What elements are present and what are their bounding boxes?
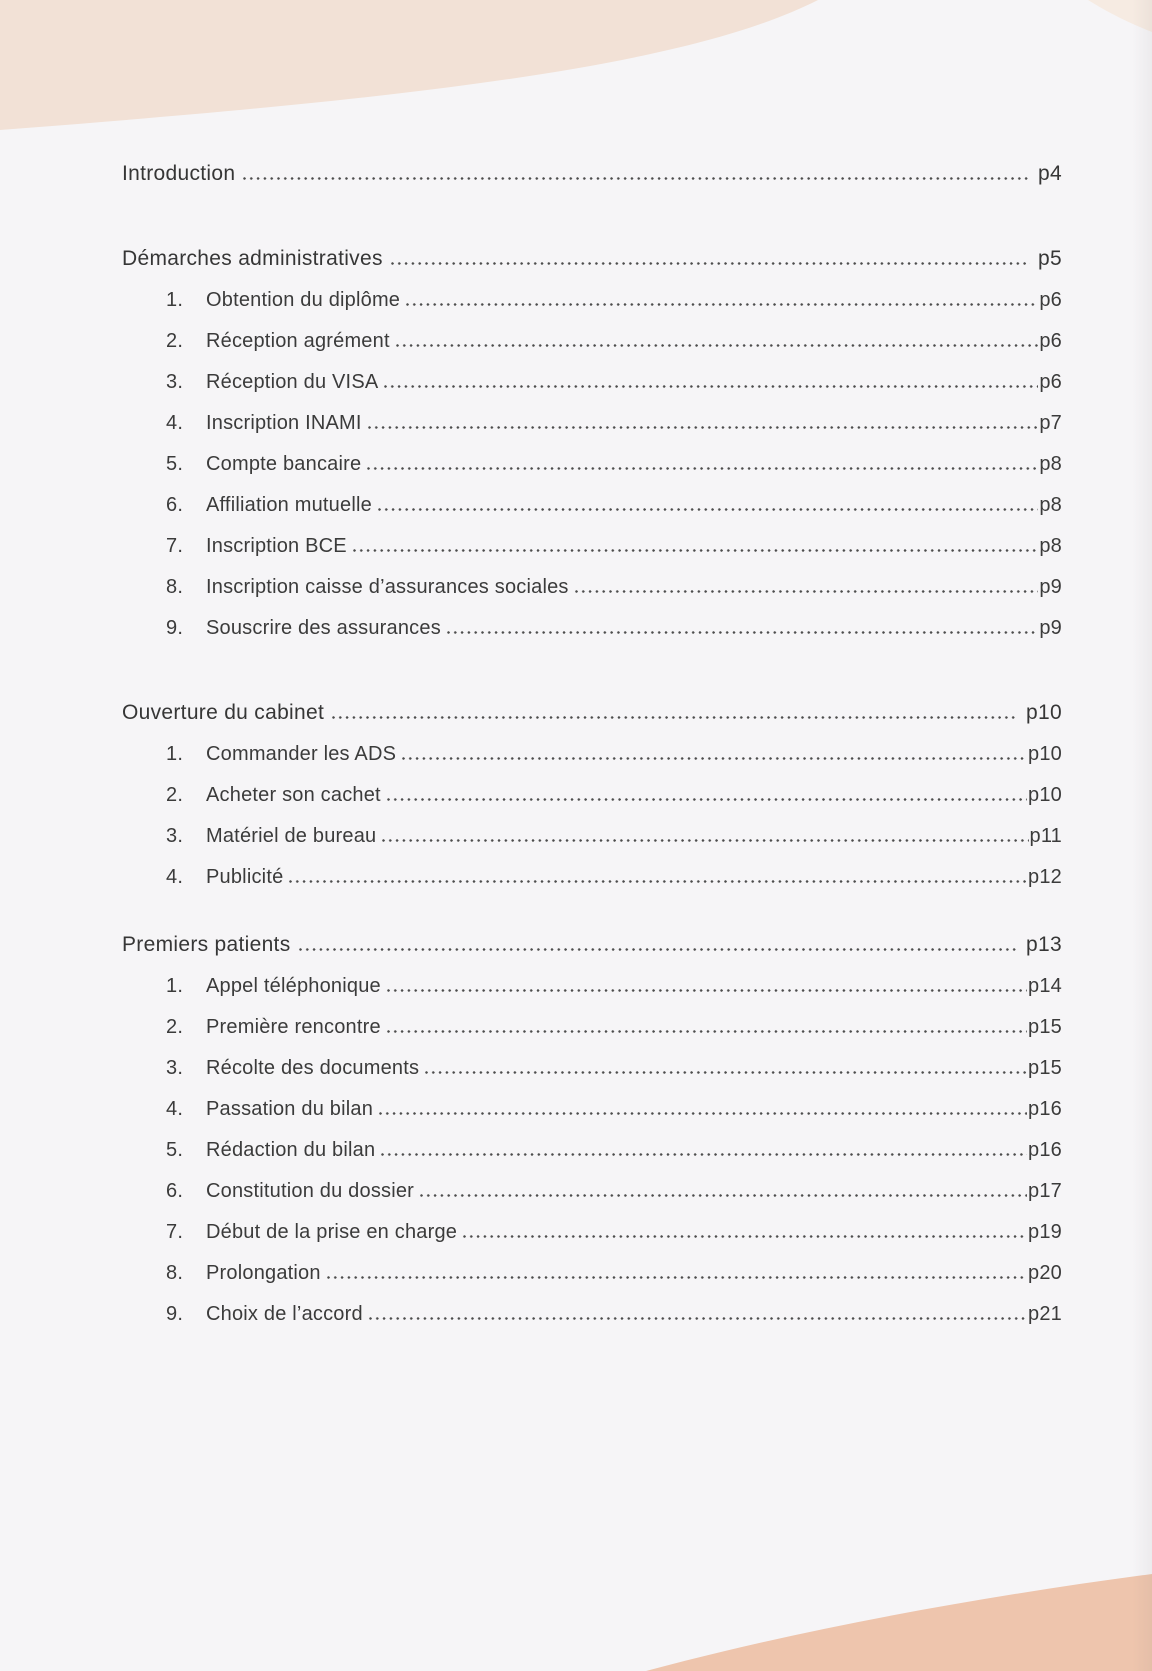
item-number: 4.	[166, 412, 184, 434]
dot-leader	[289, 880, 1027, 883]
toc-item	[166, 1261, 1062, 1285]
item-page-number: p8	[1039, 494, 1062, 516]
toc-item	[166, 534, 1062, 558]
item-label: Début de la prise en charge	[206, 1221, 458, 1243]
toc-item	[166, 1015, 1062, 1039]
item-label: Récolte des documents	[206, 1057, 420, 1079]
toc-section	[122, 162, 1062, 186]
dot-leader	[368, 426, 1039, 429]
toc-item	[166, 370, 1062, 394]
dot-leader	[243, 177, 1030, 180]
item-page-number: p21	[1028, 1303, 1062, 1325]
item-label: Affiliation mutuelle	[206, 494, 372, 516]
item-number: 7.	[166, 1221, 184, 1243]
toc-item	[166, 865, 1062, 889]
dot-leader	[367, 467, 1038, 470]
item-label: Inscription caisse d’assurances sociales	[206, 576, 569, 598]
dot-leader	[327, 1276, 1027, 1279]
item-label: Réception du VISA	[206, 371, 379, 393]
item-label: Prolongation	[206, 1262, 321, 1284]
item-label: Compte bancaire	[206, 453, 362, 475]
item-page-number: p16	[1028, 1139, 1062, 1161]
dot-leader	[387, 989, 1027, 992]
item-page-number: p14	[1028, 975, 1062, 997]
toc-section	[122, 701, 1062, 889]
section-page-number: p13	[1026, 933, 1062, 956]
item-label: Première rencontre	[206, 1016, 381, 1038]
section-page-number: p10	[1026, 701, 1062, 724]
section-title: Premiers patients	[122, 933, 291, 956]
toc-item	[166, 411, 1062, 435]
toc-section	[122, 933, 1062, 1326]
item-number: 4.	[166, 1098, 184, 1120]
item-number: 2.	[166, 330, 184, 352]
toc-item	[166, 742, 1062, 766]
bottom-right-wave-shape	[646, 1574, 1152, 1671]
item-page-number: p15	[1028, 1016, 1062, 1038]
section-title: Démarches administratives	[122, 247, 383, 270]
item-number: 1.	[166, 289, 184, 311]
item-label: Obtention du diplôme	[206, 289, 401, 311]
toc-item	[166, 493, 1062, 517]
item-label: Choix de l’accord	[206, 1303, 363, 1325]
toc-section-header	[122, 933, 1062, 957]
toc-item	[166, 575, 1062, 599]
toc-item	[166, 1097, 1062, 1121]
item-number: 2.	[166, 1016, 184, 1038]
toc-item	[166, 783, 1062, 807]
dot-leader	[387, 798, 1027, 801]
item-page-number: p8	[1039, 453, 1062, 475]
item-page-number: p11	[1029, 825, 1062, 847]
item-page-number: p19	[1028, 1221, 1062, 1243]
item-number: 8.	[166, 576, 184, 598]
dot-leader	[406, 303, 1038, 306]
item-number: 6.	[166, 494, 184, 516]
toc-item	[166, 1056, 1062, 1080]
section-page-number: p4	[1038, 162, 1062, 185]
toc-section-items	[122, 742, 1062, 889]
item-number: 1.	[166, 975, 184, 997]
item-number: 3.	[166, 371, 184, 393]
top-left-wave-shape	[0, 0, 818, 130]
toc-item	[166, 1138, 1062, 1162]
item-label: Réception agrément	[206, 330, 390, 352]
item-page-number: p12	[1028, 866, 1062, 888]
dot-leader	[396, 344, 1039, 347]
section-title: Introduction	[122, 162, 236, 185]
item-label: Inscription BCE	[206, 535, 347, 557]
item-number: 2.	[166, 784, 184, 806]
dot-leader	[420, 1194, 1027, 1197]
item-number: 7.	[166, 535, 184, 557]
toc-section-items	[122, 974, 1062, 1326]
item-page-number: p15	[1028, 1057, 1062, 1079]
item-page-number: p9	[1039, 576, 1062, 598]
toc-item	[166, 616, 1062, 640]
item-label: Appel téléphonique	[206, 975, 381, 997]
toc	[122, 162, 1062, 1326]
item-label: Commander les ADS	[206, 743, 397, 765]
item-page-number: p6	[1039, 371, 1062, 393]
toc-section	[122, 247, 1062, 640]
dot-leader	[387, 1030, 1027, 1033]
item-number: 9.	[166, 617, 184, 639]
toc-item	[166, 1179, 1062, 1203]
toc-section-header	[122, 162, 1062, 186]
toc-item	[166, 1302, 1062, 1326]
toc-section-header	[122, 701, 1062, 725]
item-page-number: p17	[1028, 1180, 1062, 1202]
item-page-number: p10	[1028, 784, 1062, 806]
toc-section-header	[122, 247, 1062, 271]
toc-item	[166, 288, 1062, 312]
item-page-number: p6	[1039, 289, 1062, 311]
item-number: 5.	[166, 1139, 184, 1161]
item-label: Acheter son cachet	[206, 784, 381, 806]
item-label: Passation du bilan	[206, 1098, 374, 1120]
toc-item	[166, 824, 1062, 848]
dot-leader	[575, 590, 1039, 593]
item-label: Matériel de bureau	[206, 825, 377, 847]
item-label: Rédaction du bilan	[206, 1139, 376, 1161]
dot-leader	[402, 757, 1027, 760]
toc-item	[166, 329, 1062, 353]
item-page-number: p9	[1039, 617, 1062, 639]
dot-leader	[425, 1071, 1027, 1074]
item-number: 3.	[166, 1057, 184, 1079]
item-number: 8.	[166, 1262, 184, 1284]
dot-leader	[384, 385, 1038, 388]
dot-leader	[381, 1153, 1027, 1156]
item-number: 3.	[166, 825, 184, 847]
item-label: Constitution du dossier	[206, 1180, 415, 1202]
dot-leader	[353, 549, 1039, 552]
item-page-number: p6	[1039, 330, 1062, 352]
section-title: Ouverture du cabinet	[122, 701, 325, 724]
toc-item	[166, 1220, 1062, 1244]
item-number: 6.	[166, 1180, 184, 1202]
dot-leader	[463, 1235, 1027, 1238]
item-page-number: p8	[1039, 535, 1062, 557]
item-label: Souscrire des assurances	[206, 617, 441, 639]
section-page-number: p5	[1038, 247, 1062, 270]
toc-item	[166, 452, 1062, 476]
dot-leader	[447, 631, 1038, 634]
item-number: 5.	[166, 453, 184, 475]
dot-leader	[299, 948, 1019, 951]
item-number: 9.	[166, 1303, 184, 1325]
item-number: 1.	[166, 743, 184, 765]
toc-section-items	[122, 288, 1062, 640]
item-page-number: p10	[1028, 743, 1062, 765]
dot-leader	[332, 716, 1018, 719]
dot-leader	[382, 839, 1028, 842]
toc-item	[166, 974, 1062, 998]
item-page-number: p16	[1028, 1098, 1062, 1120]
item-page-number: p20	[1028, 1262, 1062, 1284]
page-edge-shadow	[1132, 0, 1152, 1671]
item-label: Inscription INAMI	[206, 412, 362, 434]
item-number: 4.	[166, 866, 184, 888]
dot-leader	[378, 508, 1038, 511]
item-label: Publicité	[206, 866, 284, 888]
dot-leader	[379, 1112, 1027, 1115]
dot-leader	[391, 262, 1030, 265]
dot-leader	[369, 1317, 1027, 1320]
item-page-number: p7	[1039, 412, 1062, 434]
